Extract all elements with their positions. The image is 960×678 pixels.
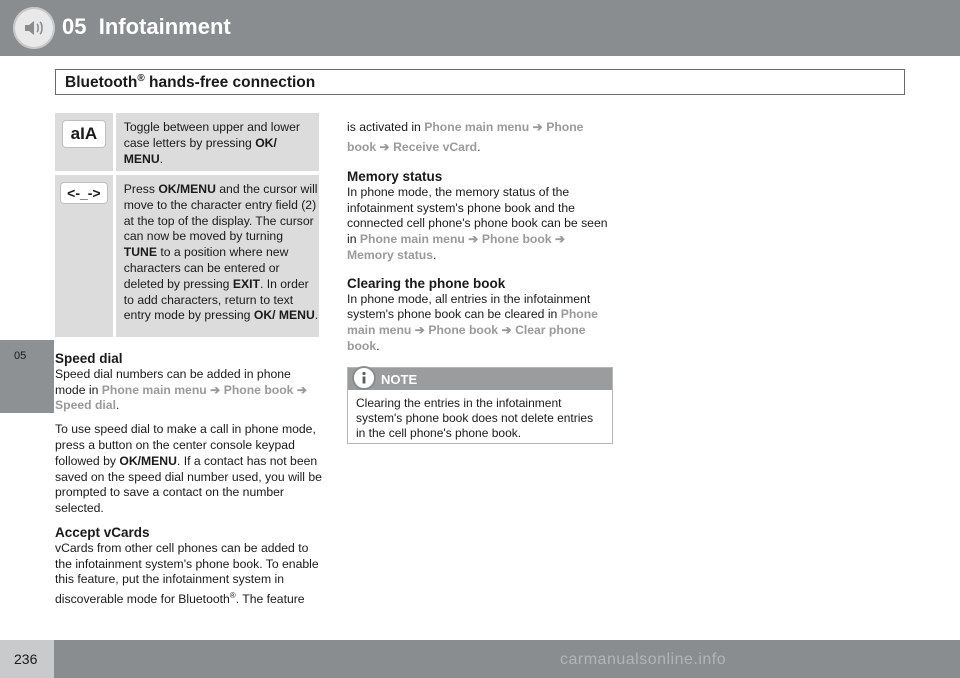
chapter-title <box>62 14 231 40</box>
note-label: NOTE <box>381 372 418 387</box>
menu-path-text: Memory status <box>347 247 434 262</box>
body-text: Speed dial numbers can be added in phone mode in <box>55 366 291 397</box>
menu-path-text: ➔ <box>551 232 566 247</box>
side-tab-label: 05 <box>14 350 27 362</box>
menu-path-text: ➔ <box>376 140 394 154</box>
body-text: to a position where new characters can be entered or deleted by pressing <box>123 245 289 291</box>
accept-vcards-paragraph <box>55 541 323 608</box>
page-number-tab <box>0 640 54 678</box>
case-toggle-key: aIA <box>63 121 105 147</box>
body-text: vCards from other cell phones can be added to the infotainment system's phone book. To enable this feature, put the infotainment system in discoverable mode for Bluetooth <box>55 540 319 607</box>
speed-dial-heading: Speed dial <box>55 351 123 366</box>
menu-path-text: ➔ <box>411 323 429 338</box>
menu-path-text: Phone main menu <box>101 382 207 397</box>
key-description <box>113 113 319 171</box>
menu-path-text: Phone main menu <box>359 232 465 247</box>
body-text: . If a contact has not been saved on the speed dial number used, you will be prompted to save a contact on the number selected. <box>55 453 322 516</box>
menu-path-text: Phone main menu <box>347 307 598 338</box>
clearing-heading: Clearing the phone book <box>347 275 506 291</box>
left-column <box>55 351 323 616</box>
speed-dial-usage-paragraph <box>55 422 323 517</box>
menu-path-text: ➔ <box>529 120 547 134</box>
chapter-number: 05 <box>62 14 87 39</box>
key-name-text: EXIT <box>232 276 260 291</box>
body-text: . <box>433 247 437 262</box>
menu-path-text: ➔ <box>206 382 224 397</box>
note-text: Clearing the entries in the infotainment system's phone book does not delete entries in the cell phone's phone book. <box>356 396 594 440</box>
memory-status-paragraph <box>347 185 615 264</box>
body-text: is activated in <box>347 120 425 134</box>
key-name-text: TUNE <box>123 245 157 260</box>
body-text: . In order to add characters, return to text entry mode by pressing <box>123 276 309 323</box>
body-text: . The feature <box>235 592 305 607</box>
chapter-name: Infotainment <box>98 14 231 39</box>
speaker-icon <box>13 7 55 49</box>
accept-vcards-heading: Accept vCards <box>55 524 150 540</box>
body-text: . <box>115 398 120 413</box>
body-text: Toggle between upper and lower case letters by pressing <box>123 120 300 150</box>
section-header <box>55 69 905 95</box>
info-icon <box>352 366 376 390</box>
menu-path-text: Phone book <box>428 323 499 338</box>
key-symbol-cell <box>55 175 113 337</box>
menu-path-text: Phone book <box>481 232 552 247</box>
page-footer <box>0 640 960 678</box>
menu-path-text: Phone main menu <box>424 120 530 134</box>
body-text: . <box>376 338 380 353</box>
note-header <box>348 368 612 390</box>
menu-path-text: ➔ <box>498 323 516 338</box>
body-text: and the cursor will move to the character entry field (2) at the top of the display. The cursor can now be moved by turning <box>123 182 318 244</box>
table-row <box>55 113 319 171</box>
memory-status-heading: Memory status <box>347 169 443 184</box>
section-title-main: Bluetooth <box>65 74 138 92</box>
chapter-side-tab <box>0 340 54 413</box>
menu-path-text: ➔ <box>293 382 308 397</box>
body-text: To use speed dial to make a call in phone mode, press a button on the center console keypad followed by <box>55 422 316 468</box>
body-text: In phone mode, the memory status of the infotainment system's phone book and the connected cell phone's phone book can be seen in <box>347 184 608 247</box>
menu-path-text: Receive vCard <box>393 140 478 154</box>
chapter-header <box>0 0 960 56</box>
key-function-table <box>55 113 319 341</box>
section-title-rest: hands-free connection <box>144 74 316 92</box>
key-name-text: OK/ MENU <box>253 308 315 323</box>
page-number: 236 <box>14 651 38 667</box>
key-name-text: OK/MENU <box>119 453 177 468</box>
vcard-continued-paragraph <box>347 117 615 157</box>
menu-path-text: Speed dial <box>55 398 116 413</box>
key-name-text: OK/MENU <box>158 182 216 196</box>
registered-mark: ® <box>137 73 145 84</box>
key-description <box>113 175 319 337</box>
key-symbol-cell <box>55 113 113 171</box>
menu-path-text: Phone book <box>223 382 294 397</box>
speed-dial-paragraph <box>55 367 323 414</box>
body-text: Press <box>123 182 159 196</box>
body-text: In phone mode, all entries in the infotainment system's phone book can be cleared in <box>347 291 591 322</box>
body-text: . <box>477 140 481 154</box>
menu-path-text: Clear phone book <box>347 323 586 353</box>
note-box <box>347 367 613 444</box>
table-row <box>55 175 319 337</box>
body-text: . <box>314 308 319 323</box>
section-title <box>65 73 315 92</box>
body-text: . <box>159 151 164 166</box>
watermark: carmanualsonline.info <box>560 651 727 668</box>
body-text: ® <box>229 591 236 601</box>
cursor-key: <-_-> <box>61 183 106 203</box>
menu-path-text: Phone book <box>347 120 584 154</box>
clearing-paragraph <box>347 292 615 355</box>
menu-path-text: ➔ <box>464 232 482 247</box>
right-column <box>347 117 615 363</box>
key-name-text: OK/ MENU <box>123 135 277 166</box>
